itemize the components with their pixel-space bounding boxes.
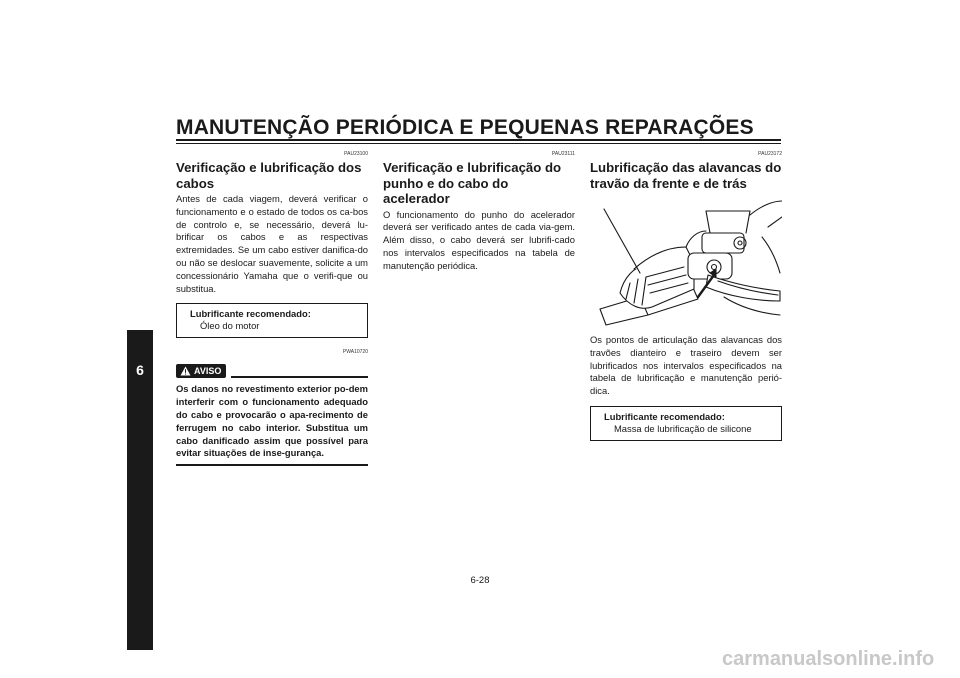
- page-header-title: MANUTENÇÃO PERIÓDICA E PEQUENAS REPARAÇÕES: [176, 116, 754, 139]
- section-code: PAU23100: [344, 151, 368, 157]
- section-body: O funcionamento do punho do acelerador deverá ser verificado antes de cada via-gem. Além disso, o cabo deverá ser lubrifi-cado nos intervalos especificados na tabela de manutenção periódica.: [383, 208, 575, 271]
- chapter-tab: [127, 330, 153, 650]
- lubricant-value: Óleo do motor: [200, 320, 260, 332]
- section-body: Os pontos de articulação das alavancas dos travões dianteiro e traseiro devem ser lubrificados nos intervalos especificados na tabela de lubrificação e manutenção perió-dica.: [590, 334, 782, 397]
- section-title: Verificação e lubrificação dos cabos: [176, 160, 362, 191]
- lubricant-label: Lubrificante recomendado:: [604, 410, 725, 422]
- warning-header: [176, 356, 368, 378]
- warning-text: Os danos no revestimento exterior po-dem interferir com o funcionamento adequado do cabo e provocarão o apa-recimento de ferrugem no cabo interior. Substitua um cabo danificado assim que possível para evitar situações de inse-gurança.: [176, 383, 368, 459]
- header-rule: [176, 139, 781, 141]
- lubricant-box: [590, 406, 782, 441]
- section-title: Verificação e lubrificação do punho e do cabo do acelerador: [383, 160, 562, 206]
- warning-end-rule: [176, 464, 368, 466]
- column-brake-levers: [590, 150, 782, 441]
- chapter-number: 6: [136, 362, 144, 378]
- section-body: Antes de cada viagem, deverá verificar o funcionamento e o estado de todos os ca-bos de controlo e, se necessário, deverá lu-brificar os cabos e as respectivas extremidades. Se um cabo estiver danifica-do ou não se deslocar suavemente, solicite a um concessionário Yamaha que o verifi-que ou substitua.: [176, 193, 368, 294]
- warning-badge: [176, 364, 226, 378]
- warning-rule: [231, 376, 368, 378]
- page-number: 6-28: [470, 575, 490, 586]
- brake-lever-illustration: [590, 197, 782, 327]
- watermark: carmanualsonline.info: [722, 648, 935, 670]
- warning-block: [176, 348, 368, 466]
- lubricant-label: Lubrificante recomendado:: [190, 308, 311, 320]
- lubricant-box: [176, 303, 368, 338]
- header-rule-thin: [176, 143, 781, 144]
- lubricant-value: Massa de lubrificação de silicone: [614, 422, 752, 434]
- section-code: PAU23172: [758, 151, 782, 157]
- warning-label: AVISO: [194, 366, 222, 377]
- column-cables: [176, 150, 368, 466]
- section-title: Lubrificação das alavancas do travão da frente e de trás: [590, 160, 782, 191]
- warning-triangle-icon: [180, 366, 191, 376]
- warning-code: PWA10720: [342, 349, 368, 356]
- section-code: PAU23111: [551, 151, 575, 157]
- column-throttle: [383, 150, 575, 272]
